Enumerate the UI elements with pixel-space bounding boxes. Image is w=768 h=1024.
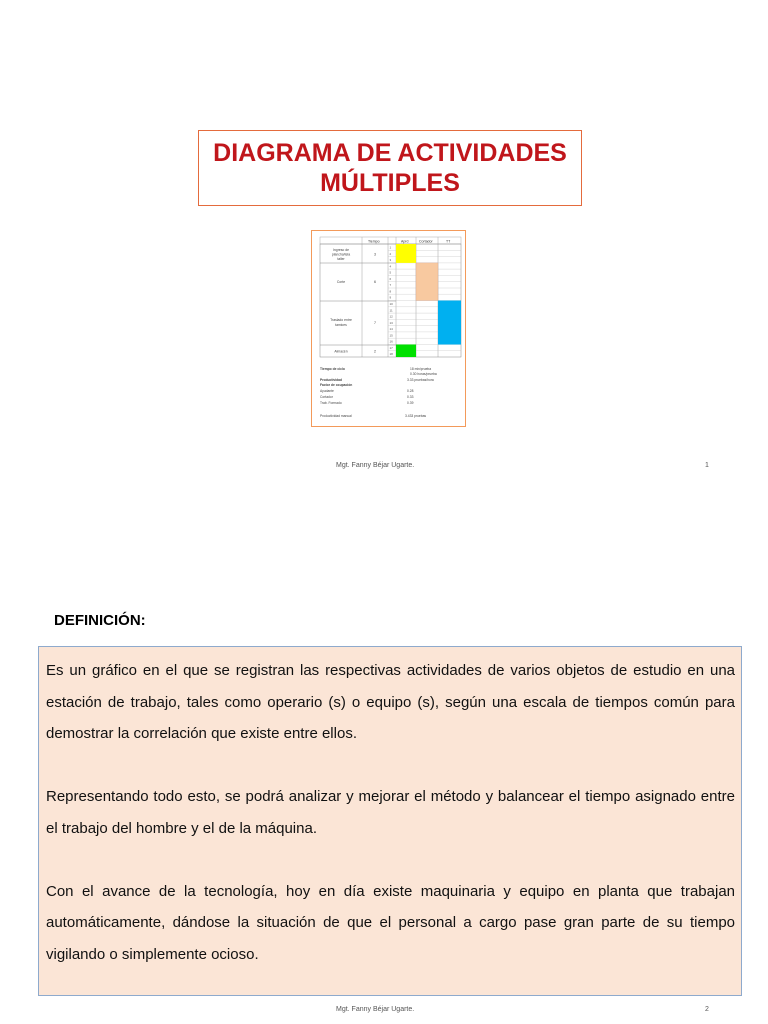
svg-text:Cortador: Cortador	[320, 395, 333, 399]
svg-text:Productividad: Productividad	[320, 378, 342, 382]
activity-block-peach	[416, 263, 438, 301]
svg-text:16: 16	[389, 339, 393, 344]
svg-text:3: 3	[389, 258, 392, 263]
svg-text:13: 13	[389, 320, 393, 325]
definition-paragraph-2: Representando todo esto, se podrá analizar y mejorar el método y balancear el tiempo asignado entre el trabajo del hombre y el de la máquina.	[46, 788, 735, 837]
svg-text:5: 5	[389, 270, 392, 275]
svg-text:10: 10	[389, 302, 393, 306]
activity-block-yellow	[396, 244, 416, 263]
svg-text:8: 8	[389, 289, 392, 294]
slide-title-box	[198, 130, 582, 206]
diagram-svg	[312, 231, 465, 426]
group-time-ingreso: 3	[374, 252, 376, 257]
svg-text:9: 9	[389, 295, 392, 300]
svg-text:7: 7	[389, 283, 392, 288]
definition-paragraph-1: Es un gráfico en el que se registran las respectivas actividades de varios objetos de estudio en una estación de trabajo, tales como operario (s) o equipo (s), según una escala de tiempos común para demostrar la correlación que existe entre ellos.	[46, 662, 735, 742]
diagram-header-tiempo: Tiempo	[368, 239, 380, 244]
slide2-footer-author: Mgt. Fanny Béjar Ugarte.	[336, 1006, 415, 1013]
svg-text:15: 15	[389, 333, 393, 338]
slide1-page-number: 1	[705, 462, 709, 469]
diagram-stats	[320, 367, 437, 418]
svg-text:12: 12	[389, 314, 393, 319]
svg-text:6: 6	[389, 276, 392, 281]
diagram-header-cortador: Cortador	[419, 239, 433, 244]
svg-text:0.28: 0.28	[407, 389, 414, 393]
slide-title-line-1: DIAGRAMA DE ACTIVIDADES	[213, 139, 567, 167]
activity-block-green	[396, 345, 416, 358]
svg-text:0.30 horas/prueba: 0.30 horas/prueba	[410, 372, 437, 376]
definition-box	[38, 646, 742, 996]
diagram-header-aprd: Aprd	[401, 239, 409, 244]
definition-paragraph-3: Con el avance de la tecnología, hoy en día existe maquinaria y equipo en planta que trabajan automáticamente, dándose la situación de que el personal a cargo pase gran parte de su tiempo vigilando o simplemente ocioso.	[46, 882, 735, 963]
slide2-page-number: 2	[705, 1006, 709, 1013]
slide1-footer-author: Mgt. Fanny Béjar Ugarte.	[336, 462, 415, 469]
diagram-header-tt: TT	[446, 239, 451, 244]
group-label-traslado-2: tamices	[335, 323, 347, 327]
svg-text:Trab. Formado: Trab. Formado	[320, 401, 342, 405]
svg-text:1: 1	[389, 245, 392, 250]
svg-text:3.433 pruebas: 3.433 pruebas	[405, 414, 427, 418]
svg-text:18: 18	[389, 352, 393, 357]
group-label-ingreso-3: taller	[337, 257, 345, 261]
group-time-corte: 6	[374, 280, 376, 284]
activity-block-cyan	[438, 301, 461, 345]
group-label-corte: Corte	[336, 280, 346, 284]
group-time-almacen: 2	[374, 349, 376, 354]
svg-text:2: 2	[389, 251, 392, 256]
svg-text:3.33 pruebas/hora: 3.33 pruebas/hora	[407, 378, 434, 382]
svg-text:Factor de ocupación: Factor de ocupación	[320, 383, 353, 387]
svg-text:4: 4	[389, 264, 392, 269]
svg-text:11: 11	[389, 308, 393, 313]
svg-text:Tiempo de ciclo: Tiempo de ciclo	[320, 367, 345, 371]
svg-text:14: 14	[389, 327, 393, 332]
svg-text:0.33: 0.33	[407, 395, 414, 399]
svg-text:0.39: 0.39	[407, 401, 414, 405]
svg-text:17: 17	[389, 345, 393, 350]
slide-title-line-2: MÚLTIPLES	[320, 169, 460, 197]
svg-text:18 min/prueba: 18 min/prueba	[410, 367, 432, 371]
multiple-activity-diagram	[311, 230, 466, 427]
group-label-traslado-1: Traslado entre	[330, 318, 352, 322]
group-label-ingreso-2: plancha/tela	[331, 252, 351, 257]
svg-text:Productividad manual: Productividad manual	[320, 414, 352, 418]
group-time-traslado: 7	[374, 321, 376, 325]
svg-text:Ayudante: Ayudante	[320, 389, 334, 393]
definition-heading: DEFINICIÓN:	[54, 612, 146, 629]
group-label-almacen: Almacén	[334, 349, 348, 354]
group-label-ingreso-1: Ingreso de	[332, 248, 350, 252]
